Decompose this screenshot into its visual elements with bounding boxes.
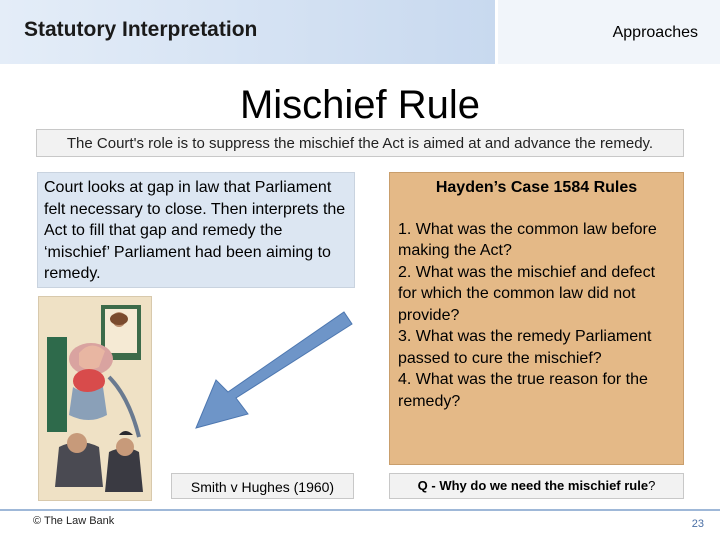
question-mark: ?	[648, 478, 656, 493]
section-title: Statutory Interpretation	[24, 18, 258, 41]
question-text: Q - Why do we need the mischief rule	[417, 478, 649, 493]
haydens-question-2: 2. What was the mischief and defect for which the common law did not provide?	[398, 263, 656, 324]
copyright-icon: ©	[33, 515, 42, 527]
page-number: 23	[691, 518, 704, 530]
haydens-case-box	[389, 172, 684, 465]
footer-divider	[0, 509, 720, 511]
topic-title: Approaches	[612, 24, 698, 41]
court-explanation-box: Court looks at gap in law that Parliament felt necessary to close. Then interprets the Act to fill that gap and remedy the ‘mischief’ Parliament had been aiming to remedy.	[37, 172, 355, 288]
copyright-text: The Law Bank	[43, 515, 115, 527]
header-right-banner	[498, 0, 720, 64]
haydens-question-4: 4. What was the true reason for the remedy?	[398, 371, 648, 410]
footer-copyright	[33, 515, 114, 527]
haydens-question-1: 1. What was the common law before making the Act?	[398, 220, 657, 259]
case-label: Smith v Hughes (1960)	[171, 473, 354, 499]
header-left-banner	[0, 0, 495, 64]
question-box	[389, 473, 684, 499]
definition-box: The Court's role is to suppress the mischief the Act is aimed at and advance the remedy.	[36, 129, 684, 157]
haydens-question-3: 3. What was the remedy Parliament passed to cure the mischief?	[398, 328, 652, 367]
slide-title: Mischief Rule	[239, 83, 481, 127]
haydens-case-heading: Hayden’s Case 1584 Rules	[435, 179, 638, 196]
arrow-down-left-icon	[188, 306, 358, 436]
smith-v-hughes-illustration	[38, 296, 152, 501]
